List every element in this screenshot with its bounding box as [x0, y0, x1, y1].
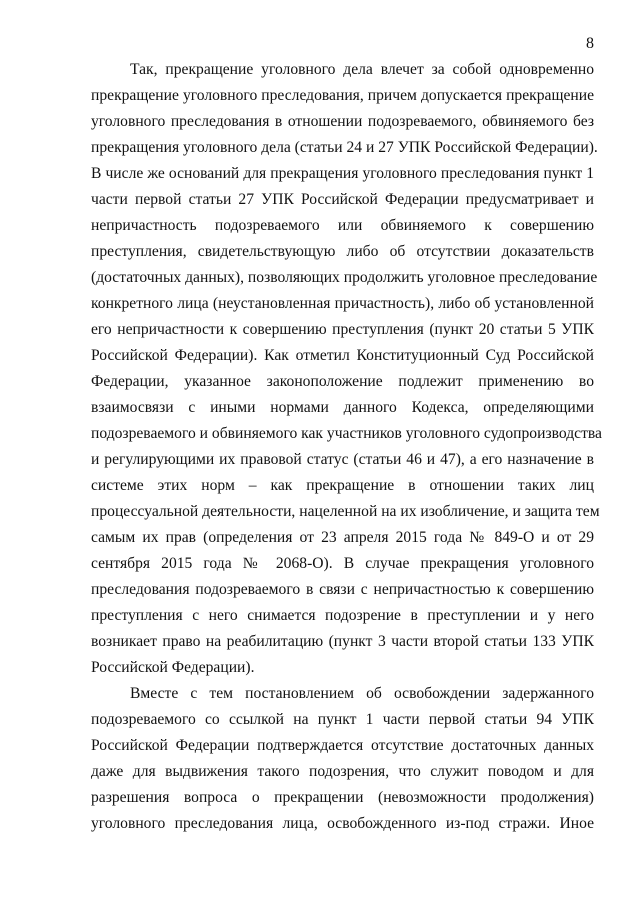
page-number: 8: [586, 35, 594, 52]
document-body: [91, 57, 602, 837]
text-line: прекращения уголовного дела (статьи 24 и 27 УПК Российской Федерации).: [91, 139, 598, 156]
text-line: Вместе с тем постановлением об освобождении задержанного: [130, 685, 594, 702]
text-line: (достаточных данных), позволяющих продолжить уголовное преследование: [91, 269, 598, 286]
text-line: прекращение уголовного преследования, причем допускается прекращение: [91, 87, 594, 104]
text-line: сентября 2015 года № 2068-О). В случае прекращения уголовного: [91, 555, 594, 572]
text-line: Российской Федерации).: [91, 659, 255, 676]
text-line: преступления, свидетельствующую либо об отсутствии доказательств: [91, 243, 594, 260]
text-line: процессуальной деятельности, нацеленной на их изобличение, и защита тем: [91, 503, 600, 520]
text-line: разрешения вопроса о прекращении (невозможности продолжения): [91, 789, 594, 806]
text-line: возникает право на реабилитацию (пункт 3 части второй статьи 133 УПК: [91, 633, 594, 650]
text-line: В числе же оснований для прекращения уголовного преследования пункт 1: [91, 165, 594, 182]
text-line: системе этих норм – как прекращение в отношении таких лиц: [91, 477, 594, 494]
text-line: подозреваемого со ссылкой на пункт 1 части первой статьи 94 УПК: [91, 711, 594, 728]
text-line: подозреваемого и обвиняемого как участников уголовного судопроизводства: [91, 425, 602, 442]
text-line: даже для выдвижения такого подозрения, что служит поводом и для: [91, 763, 594, 780]
paragraph-1: [91, 57, 602, 681]
text-line: уголовного преследования в отношении подозреваемого, обвиняемого без: [91, 113, 594, 130]
text-line: части первой статьи 27 УПК Российской Федерации предусматривает и: [91, 191, 594, 208]
paragraph-2: [91, 681, 594, 837]
text-line: преступления с него снимается подозрение в преступлении и у него: [91, 607, 594, 624]
text-line: уголовного преследования лица, освобожденного из-под стражи. Иное: [91, 815, 594, 832]
text-line: Так, прекращение уголовного дела влечет за собой одновременно: [130, 61, 594, 78]
text-line: Российской Федерации подтверждается отсутствие достаточных данных: [91, 737, 594, 754]
text-line: Федерации, указанное законоположение подлежит применению во: [91, 373, 594, 390]
text-line: самым их прав (определения от 23 апреля 2015 года № 849-О и от 29: [91, 529, 594, 546]
text-line: конкретного лица (неустановленная причастность), либо об установленной: [91, 295, 594, 312]
text-line: непричастность подозреваемого или обвиняемого к совершению: [91, 217, 594, 234]
text-line: Российской Федерации). Как отметил Конституционный Суд Российской: [91, 347, 594, 364]
text-line: преследования подозреваемого в связи с непричастностью к совершению: [91, 581, 594, 598]
text-line: и регулирующими их правовой статус (статьи 46 и 47), а его назначение в: [91, 451, 594, 468]
text-line: взаимосвязи с иными нормами данного Кодекса, определяющими: [91, 399, 594, 416]
text-line: его непричастности к совершению преступления (пункт 20 статьи 5 УПК: [91, 321, 594, 338]
